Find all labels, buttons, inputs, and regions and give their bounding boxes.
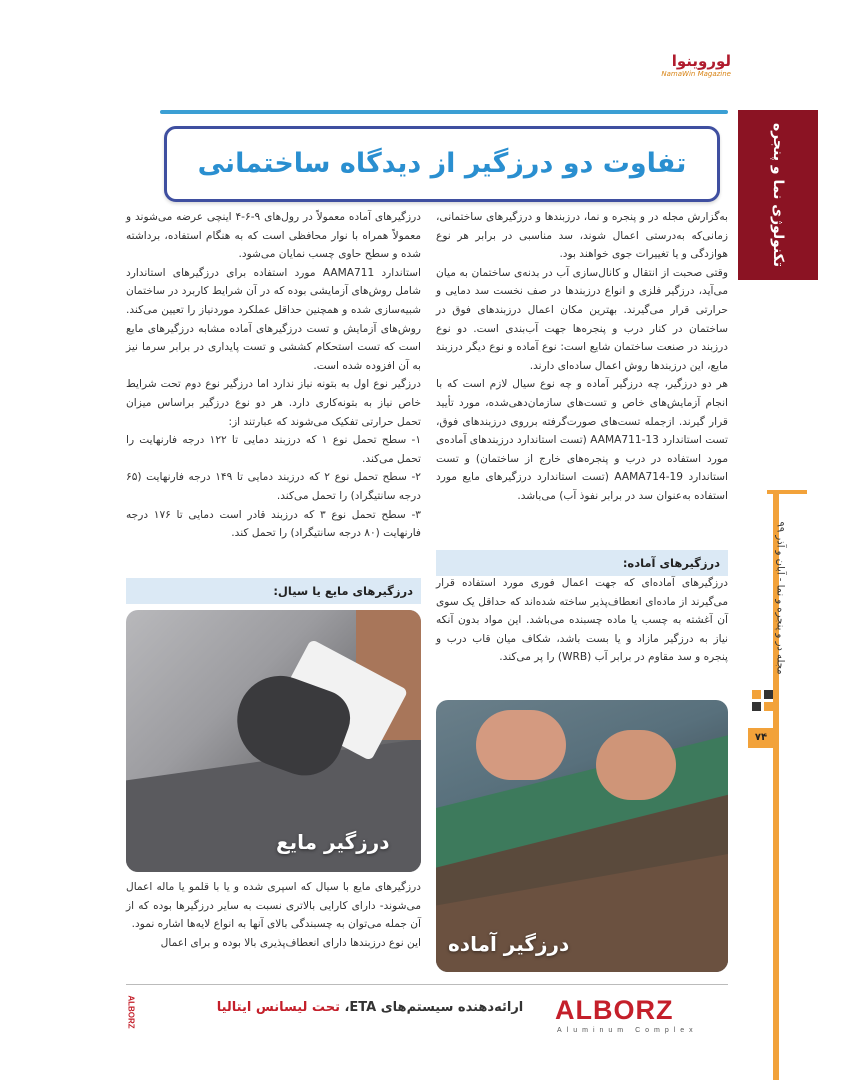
- footer-divider: [126, 984, 728, 985]
- advertisement-tagline: [190, 1000, 550, 1015]
- magazine-logo-fa: لوروینوا: [671, 52, 731, 70]
- list-item: ۱- سطح تحمل نوع ۱ که درزبند دمایی تا ۱۲۲ درجه فارنهایت را تحمل می‌کند.: [126, 434, 422, 465]
- magazine-logo: [621, 52, 731, 86]
- vertical-brand-mark: ALBORZ: [126, 995, 136, 1029]
- paragraph: هر دو درزگیر، چه درزگیر آماده و چه نوع سیال لازم است که با انجام آزمایش‌های خاص و تست‌های سازمان‌دهی‌شده، مورد تأیید قرار گیرند. ازجمله تست‌های صورت‌گرفته برروی درزبندهای فوق، تست استاندارد AAMA711-13 (تست استاندارد درزبندهای آماده‌ی مورد استفاده در درب و پنجره‌های خارج از ساختمان) و تست استاندارد AAMA714-19 (تست استاندارد درزگیرهای مایع مورد استفاده به‌عنوان سد در برابر نفوذ آب) می‌باشد.: [436, 378, 728, 502]
- page-number: ۷۴: [748, 728, 774, 748]
- hand-left: [476, 710, 566, 780]
- paragraph: وقتی صحبت از انتقال و کانال‌سازی آب در بدنه‌ی ساختمان به میان می‌آید، درزگیر فلزی و انواع درزبندها در صف نخست سد دمایی و حرارتی قرار می‌گیرند. بهترین مکان اعمال درزبندهای فوق در ساختمان در کنار درب و پنجره‌ها جهت آب‌بندی است. دو نوع درزبند در صنعت ساختمان شایع است: نوع آماده و نوع دیگر درزبند مایع، این درزبندها روش اعمال ساده‌ای دارند.: [436, 266, 728, 372]
- article-column-left-top: [126, 208, 421, 543]
- article-column-right-mid: [436, 574, 728, 667]
- magazine-issue-info: مجله در و پنجره و نما - آبان و آذر ۹۹: [774, 521, 786, 675]
- list-item: ۲- سطح تحمل نوع ۲ که درزبند دمایی تا ۱۴۹ درجه فارنهایت (۶۵ درجه سانتیگراد) را تحمل می‌کند.: [126, 471, 421, 502]
- liquid-sealant-heading: درزگیرهای مایع یا سیال:: [126, 578, 421, 604]
- alborz-logo: [555, 995, 728, 1039]
- paragraph: درزگیرهای آماده‌ای که جهت اعمال فوری مورد استفاده قرار می‌گیرند از ماده‌ای انعطاف‌پذیر ساخته شده‌اند که حداقل یک سوی آن آغشته به چسب یا ماده چسبنده می‌باشد. این مواد بدون آنکه نیاز به درزگیر مازاد و یا بست باشد، شکاف میان قاب درب و پنجره و سد مقاوم در برابر آب (WRB) را پر می‌کند.: [436, 577, 728, 664]
- article-column-left-bottom: [126, 878, 421, 952]
- list-item: ۳- سطح تحمل نوع ۳ که درزبند قادر است دمایی تا ۱۷۶ درجه فارنهایت (۸۰ درجه سانتیگراد) را تحمل کند.: [126, 508, 421, 540]
- article-title: تفاوت دو درزگیر از دیدگاه ساختمانی: [197, 148, 687, 179]
- paragraph: استاندارد AAMA711 مورد استفاده برای درزگیرهای استاندارد شامل روش‌های آزمایشی بوده که در آن شرایط کاربرد در ساختمان شبیه‌سازی شده و همچنین حداقل عملکرد موردنیاز را تعیین می‌کند. روش‌های آزمایش و تست درزگیرهای آماده مشابه درزگیرهای مایع است که تست استحکام کششی و تست پایداری در برابر سرما نیز به آن افزوده شده است.: [126, 266, 421, 372]
- paragraph: به‌گزارش مجله در و پنجره و نما، درزبندها و درزگیرهای ساختمانی، زمانی‌که به‌درستی اعمال شوند، سد مناسبی در برابر هر نوع هوازدگی و یا تغییرات جوی خواهند بود.: [436, 211, 728, 261]
- ready-sealant-caption: درزگیر آماده: [448, 932, 570, 956]
- title-accent-line: [160, 110, 728, 114]
- magazine-logo-en: NamaWin Magazine: [661, 70, 731, 78]
- alborz-brand-name: ALBORZ: [555, 995, 674, 1025]
- hand-right: [596, 730, 676, 800]
- paragraph: درزگیر نوع اول به بتونه نیاز ندارد اما درزگیر نوع دوم تحت شرایط خاص نیاز به بتونه‌کاری دارد. هر دو نوع درزگیر براساس میزان تحمل حرارتی تفکیک می‌شوند که عبارتند از:: [126, 378, 421, 428]
- tagline-main: ارائه‌دهنده سیستم‌های ETA،: [339, 1000, 524, 1015]
- section-tab-label: تکنولوژی نما و پنجره: [770, 122, 786, 268]
- ready-sealant-heading: درزگیرهای آماده:: [436, 550, 728, 576]
- article-column-right-top: [436, 208, 728, 506]
- paragraph: درزگیرهای آماده معمولاً در رول‌های ۹-۶-۴ اینچی عرضه می‌شوند و معمولاً همراه با نوار محافظی است که به هنگام استفاده، برداشته شده و سطح حاوی چسب نمایان می‌شود.: [126, 211, 422, 261]
- magazine-mark-icon: [752, 690, 774, 712]
- liquid-sealant-photo: [126, 610, 421, 872]
- alborz-brand-subtitle: Aluminum Complex: [557, 1027, 698, 1034]
- paragraph: این نوع درزبندها دارای انعطاف‌پذیری بالا بوده و برای اعمال: [160, 936, 421, 949]
- tagline-highlight: تحت لیسانس ایتالیا: [216, 1000, 340, 1015]
- paragraph: درزگیرهای مایع با سیال که اسپری شده و یا با قلمو یا ماله اعمال می‌شوند- دارای کارایی بالاتری نسبت به سایر درزگیرها بوده که از آن جمله می‌توان به چسبندگی بالای آنها به انواع لایه‌ها اشاره نمود.: [126, 881, 421, 931]
- ready-sealant-photo: [436, 700, 728, 972]
- liquid-sealant-caption: درزگیر مایع: [276, 830, 390, 854]
